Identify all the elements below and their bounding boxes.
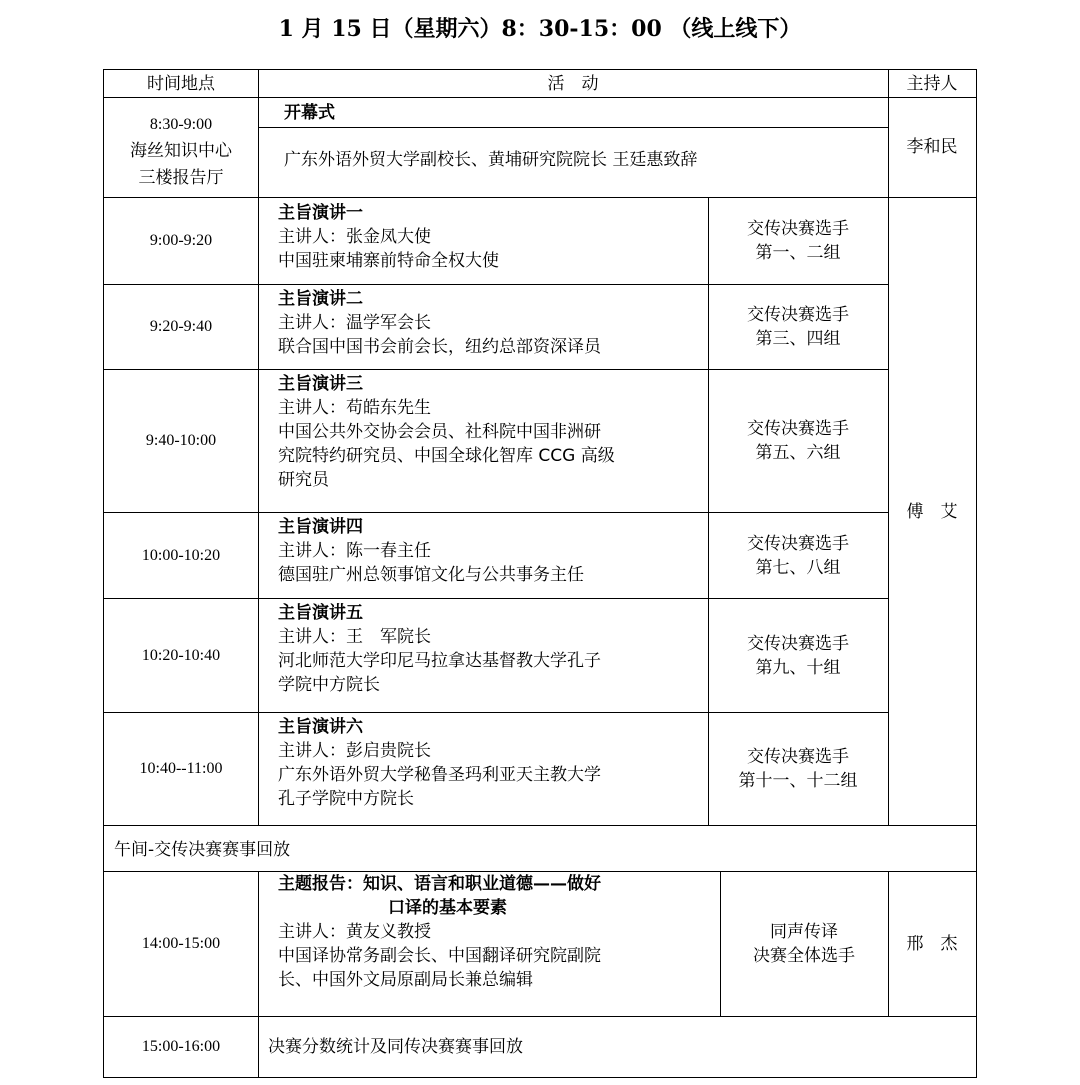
keynote-6-players1: 交传决赛选手 (747, 747, 849, 767)
report-host: 邢 杰 (906, 934, 958, 954)
keynote-5-players1: 交传决赛选手 (747, 633, 849, 654)
opening-time: 8:30-9:00 (149, 115, 213, 133)
rule (103, 69, 977, 70)
keynote-3-players1: 交传决赛选手 (747, 419, 849, 439)
keynote-6-players2: 第十一、十二组 (738, 771, 858, 791)
closing-text: 决赛分数统计及同传决赛赛事回放 (268, 1037, 523, 1057)
keynote-6-content (278, 715, 708, 825)
lunch-break: 午间-交传决赛赛事回放 (114, 840, 291, 860)
report-speaker: 主讲人：黄友义教授 (278, 922, 431, 942)
keynote-6-speaker: 主讲人：彭启贵院长 (278, 741, 431, 761)
keynote-1-players (708, 198, 888, 284)
keynote-1-players1: 交传决赛选手 (747, 219, 849, 239)
rule (103, 512, 888, 513)
rule (103, 1016, 977, 1017)
keynote-6-line1: 广东外语外贸大学秘鲁圣玛利亚天主教大学 (278, 765, 601, 785)
keynote-1-content (278, 201, 708, 285)
keynote-3-speaker: 主讲人：苟皓东先生 (278, 398, 431, 418)
keynote-5-speaker: 主讲人：王 军院长 (278, 627, 431, 647)
opening-detail: 广东外语外贸大学副校长、黄埔研究院院长 王廷惠致辞 (284, 150, 698, 170)
rule (103, 369, 888, 370)
rule (103, 69, 104, 1078)
rule (888, 871, 889, 1017)
rule (103, 284, 888, 285)
keynote-2-players (708, 285, 888, 369)
keynote-5-line2: 学院中方院长 (278, 675, 380, 695)
keynote-5-title: 主旨演讲五 (278, 603, 363, 623)
opening-place-line1: 海丝知识中心 (130, 140, 232, 161)
rule (103, 197, 977, 198)
rule (103, 598, 888, 599)
rule (258, 871, 259, 1078)
keynote-1-time: 9:00-9:20 (149, 232, 213, 249)
report-line1: 中国译协常务副会长、中国翻译研究院副院 (278, 946, 601, 966)
keynote-1-speaker: 主讲人：张金凤大使 (278, 227, 431, 247)
keynote-6-players (708, 713, 888, 825)
report-line2: 长、中国外文局原副局长兼总编辑 (278, 970, 533, 990)
keynote-2-players2: 第三、四组 (755, 329, 841, 349)
rule (103, 871, 977, 872)
keynote-6-title: 主旨演讲六 (278, 717, 363, 737)
keynote-1-players2: 第一、二组 (755, 243, 841, 263)
report-players2: 决赛全体选手 (753, 946, 855, 966)
report-title1: 主题报告：知识、语言和职业道德——做好 (278, 874, 601, 894)
keynote-4-players2: 第七、八组 (755, 557, 841, 578)
rule (103, 1077, 977, 1078)
header-time-place: 时间地点 (147, 73, 215, 94)
keynote-4-players (708, 513, 888, 598)
opening-host: 李和民 (906, 137, 958, 157)
keynote-3-line1: 中国公共外交协会会员、社科院中国非洲研 (278, 422, 601, 442)
rule (103, 712, 888, 713)
report-time: 14:00-15:00 (141, 935, 221, 952)
keynote-3-line3: 研究员 (278, 470, 329, 490)
keynote-3-line2: 究院特约研究员、中国全球化智库 CCG 高级 (278, 446, 615, 466)
rule (258, 69, 259, 826)
opening-place-line2: 三楼报告厅 (138, 167, 224, 188)
keynote-4-content (278, 515, 708, 598)
rule (888, 69, 889, 826)
keynote-5-content (278, 601, 708, 712)
closing-time: 15:00-16:00 (141, 1038, 221, 1055)
keynote-5-line1: 河北师范大学印尼马拉拿达基督教大学孔子 (278, 651, 601, 671)
rule (103, 825, 977, 826)
keynote-5-players (708, 599, 888, 712)
keynote-2-time: 9:20-9:40 (149, 318, 213, 335)
keynote-1-line1: 中国驻柬埔寨前特命全权大使 (278, 251, 499, 271)
keynote-5-time: 10:20-10:40 (141, 646, 221, 664)
keynote-4-line1: 德国驻广州总领事馆文化与公共事务主任 (278, 565, 584, 585)
keynote-host: 傅 艾 (906, 501, 958, 522)
keynote-2-content (278, 287, 708, 369)
opening-title: 开幕式 (284, 103, 335, 123)
rule (976, 69, 977, 1078)
keynote-3-players2: 第五、六组 (755, 443, 841, 463)
keynote-3-content (278, 372, 708, 512)
opening-time-place (104, 106, 258, 196)
keynote-4-players1: 交传决赛选手 (747, 533, 849, 554)
header-host: 主持人 (906, 73, 958, 94)
rule (720, 871, 721, 1017)
keynote-6-line2: 孔子学院中方院长 (278, 789, 414, 809)
keynote-1-title: 主旨演讲一 (278, 203, 363, 223)
report-title2: 口译的基本要素 (388, 898, 507, 918)
report-players (720, 872, 888, 1016)
keynote-3-time: 9:40-10:00 (145, 432, 217, 449)
keynote-4-speaker: 主讲人：陈一春主任 (278, 541, 431, 561)
report-players1: 同声传译 (770, 922, 838, 942)
keynote-3-players (708, 370, 888, 512)
keynote-2-title: 主旨演讲二 (278, 289, 363, 309)
page-title: 1 月 15 日（星期六）8：30-15：00 （线上线下） (278, 16, 802, 42)
keynote-3-title: 主旨演讲三 (278, 374, 363, 394)
keynote-6-time: 10:40--11:00 (139, 760, 223, 777)
header-activity: 活 动 (547, 73, 599, 94)
report-content (278, 872, 718, 1016)
keynote-2-players1: 交传决赛选手 (747, 305, 849, 325)
rule (103, 97, 977, 98)
keynote-4-title: 主旨演讲四 (278, 517, 363, 537)
keynote-2-speaker: 主讲人：温学军会长 (278, 313, 431, 333)
keynote-2-line1: 联合国中国书会前会长，纽约总部资深译员 (278, 337, 601, 357)
rule (708, 197, 709, 826)
keynote-4-time: 10:00-10:20 (141, 546, 221, 564)
rule (258, 127, 888, 128)
keynote-5-players2: 第九、十组 (755, 657, 841, 678)
